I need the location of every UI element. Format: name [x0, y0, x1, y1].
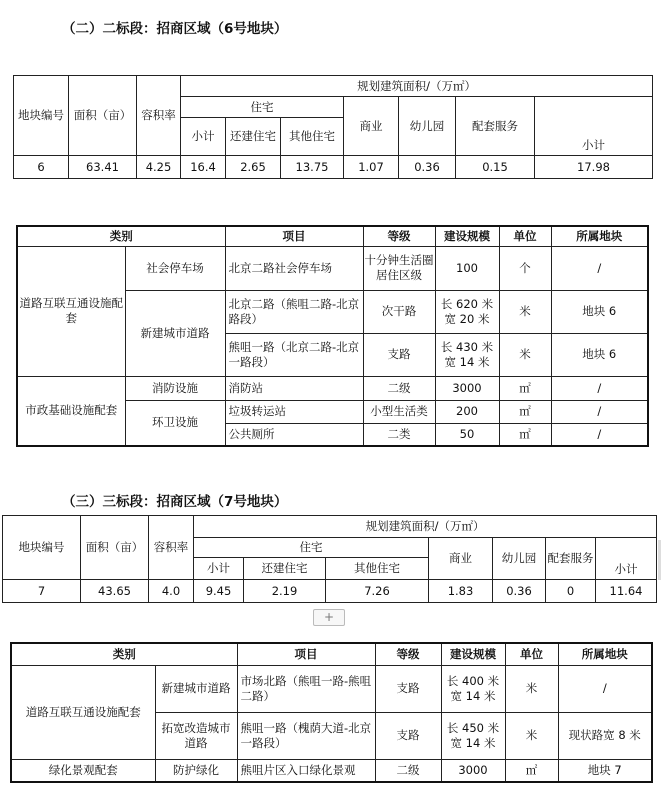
cell-level: 二级	[375, 759, 441, 782]
header-service: 配套服务	[456, 97, 535, 156]
cell-level: 二级	[363, 376, 435, 400]
cell: 16.4	[181, 156, 226, 179]
header-scale: 建设规模	[441, 643, 505, 665]
cell-item: 市场北路（熊咀一路-熊咀二路）	[237, 665, 375, 712]
header-planned-area: 规划建筑面积/（万㎡）	[181, 76, 653, 97]
cell-level: 十分钟生活圈居住区级	[363, 246, 435, 290]
cell-unit: ㎡	[499, 376, 551, 400]
header-commercial: 商业	[429, 538, 493, 580]
category-green: 绿化景观配套	[11, 759, 155, 782]
header-residential: 住宅	[181, 97, 344, 118]
cell: 2.19	[244, 580, 326, 603]
cell-scale: 3000	[435, 376, 499, 400]
header-commercial: 商业	[344, 97, 399, 156]
cell: 4.0	[149, 580, 194, 603]
cell-scale: 3000	[441, 759, 505, 782]
cell-plot: /	[551, 423, 648, 446]
header-level: 等级	[375, 643, 441, 665]
header-resettlement: 还建住宅	[226, 118, 281, 156]
cell-level: 支路	[375, 712, 441, 759]
subcategory-protective-green: 防护绿化	[155, 759, 237, 782]
header-unit: 单位	[499, 226, 551, 246]
header-far: 容积率	[137, 76, 181, 156]
subcategory-new-road: 新建城市道路	[125, 290, 225, 376]
cell-level: 次干路	[363, 290, 435, 333]
cell-unit: 个	[499, 246, 551, 290]
cell-unit: 米	[499, 333, 551, 376]
header-area: 面积（亩）	[69, 76, 137, 156]
header-residential: 住宅	[194, 538, 429, 558]
header-resettlement: 还建住宅	[244, 558, 326, 580]
subcategory-new-road: 新建城市道路	[155, 665, 237, 712]
cell: 7.26	[326, 580, 429, 603]
cell-item: 熊咀一路（槐荫大道-北京一路段）	[237, 712, 375, 759]
cell: 2.65	[226, 156, 281, 179]
header-category: 类别	[17, 226, 225, 246]
cell-unit: ㎡	[505, 759, 558, 782]
header-plot-id: 地块编号	[3, 516, 81, 580]
cell: 4.25	[137, 156, 181, 179]
section-heading-3: （三）三标段：招商区域（7号地块）	[62, 494, 288, 510]
plot-6-area-table	[13, 75, 653, 179]
cell-plot: /	[551, 376, 648, 400]
table-row	[11, 665, 652, 712]
header-subtotal-total: 小计	[596, 538, 657, 580]
header-subtotal-total: 小计	[535, 97, 653, 156]
table-row	[14, 156, 653, 179]
cell-level: 二类	[363, 423, 435, 446]
cell-scale: 长 430 米宽 14 米	[435, 333, 499, 376]
cell-item: 北京二路社会停车场	[225, 246, 363, 290]
table-row	[3, 580, 657, 603]
header-unit: 单位	[505, 643, 558, 665]
cell: 0.36	[399, 156, 456, 179]
cell: 13.75	[281, 156, 344, 179]
cell-scale: 200	[435, 400, 499, 423]
header-other-housing: 其他住宅	[281, 118, 344, 156]
plot-7-facilities-table	[10, 642, 653, 783]
cell-scale: 长 450 米宽 14 米	[441, 712, 505, 759]
table-row	[11, 759, 652, 782]
header-res-subtotal: 小计	[181, 118, 226, 156]
header-plot-id: 地块编号	[14, 76, 69, 156]
header-level: 等级	[363, 226, 435, 246]
header-scale: 建设规模	[435, 226, 499, 246]
cell-scale: 50	[435, 423, 499, 446]
header-kindergarten: 幼儿园	[493, 538, 546, 580]
cell: 7	[3, 580, 81, 603]
cell: 6	[14, 156, 69, 179]
cell-scale: 长 400 米宽 14 米	[441, 665, 505, 712]
cell-item: 熊咀片区入口绿化景观	[237, 759, 375, 782]
header-res-subtotal: 小计	[194, 558, 244, 580]
cell-unit: 米	[505, 665, 558, 712]
table-row	[17, 376, 648, 400]
subcategory-sanitation: 环卫设施	[125, 400, 225, 446]
cell-level: 支路	[375, 665, 441, 712]
header-plot: 所属地块	[551, 226, 648, 246]
cell-unit: 米	[499, 290, 551, 333]
add-row-button[interactable]: +	[313, 609, 345, 626]
cell-item: 公共厕所	[225, 423, 363, 446]
cell-plot: 地块 7	[558, 759, 652, 782]
plot-6-facilities-table	[16, 225, 649, 447]
cell-item: 北京二路（熊咀二路-北京路段）	[225, 290, 363, 333]
header-category: 类别	[11, 643, 237, 665]
section-heading-2: （二）二标段：招商区域（6号地块）	[62, 21, 288, 37]
header-other-housing: 其他住宅	[326, 558, 429, 580]
cell-plot: /	[551, 400, 648, 423]
plot-7-area-table	[2, 515, 657, 603]
cell-plot: 地块 6	[551, 333, 648, 376]
cell: 43.65	[81, 580, 149, 603]
cell-level: 支路	[363, 333, 435, 376]
cell: 1.83	[429, 580, 493, 603]
cell-item: 垃圾转运站	[225, 400, 363, 423]
scroll-edge	[658, 540, 661, 580]
cell-plot: 现状路宽 8 米	[558, 712, 652, 759]
table-row	[17, 246, 648, 290]
cell-unit: ㎡	[499, 400, 551, 423]
header-plot: 所属地块	[558, 643, 652, 665]
header-service: 配套服务	[546, 538, 596, 580]
cell-plot: /	[558, 665, 652, 712]
cell: 0.15	[456, 156, 535, 179]
category-road: 道路互联互通设施配套	[17, 246, 125, 376]
cell-unit: 米	[505, 712, 558, 759]
cell: 17.98	[535, 156, 653, 179]
cell-plot: /	[551, 246, 648, 290]
header-project: 项目	[237, 643, 375, 665]
cell-unit: ㎡	[499, 423, 551, 446]
cell-level: 小型生活类	[363, 400, 435, 423]
cell-scale: 长 620 米宽 20 米	[435, 290, 499, 333]
header-far: 容积率	[149, 516, 194, 580]
header-project: 项目	[225, 226, 363, 246]
cell-scale: 100	[435, 246, 499, 290]
header-area: 面积（亩）	[81, 516, 149, 580]
cell-item: 消防站	[225, 376, 363, 400]
cell-item: 熊咀一路（北京二路-北京一路段）	[225, 333, 363, 376]
cell: 9.45	[194, 580, 244, 603]
cell-plot: 地块 6	[551, 290, 648, 333]
subcategory-parking: 社会停车场	[125, 246, 225, 290]
category-road: 道路互联互通设施配套	[11, 665, 155, 759]
subcategory-fire: 消防设施	[125, 376, 225, 400]
category-municipal: 市政基础设施配套	[17, 376, 125, 446]
cell: 63.41	[69, 156, 137, 179]
cell: 11.64	[596, 580, 657, 603]
header-kindergarten: 幼儿园	[399, 97, 456, 156]
header-planned-area: 规划建筑面积/（万㎡）	[194, 516, 657, 538]
cell: 1.07	[344, 156, 399, 179]
subcategory-widen-road: 拓宽改造城市道路	[155, 712, 237, 759]
cell: 0.36	[493, 580, 546, 603]
cell: 0	[546, 580, 596, 603]
